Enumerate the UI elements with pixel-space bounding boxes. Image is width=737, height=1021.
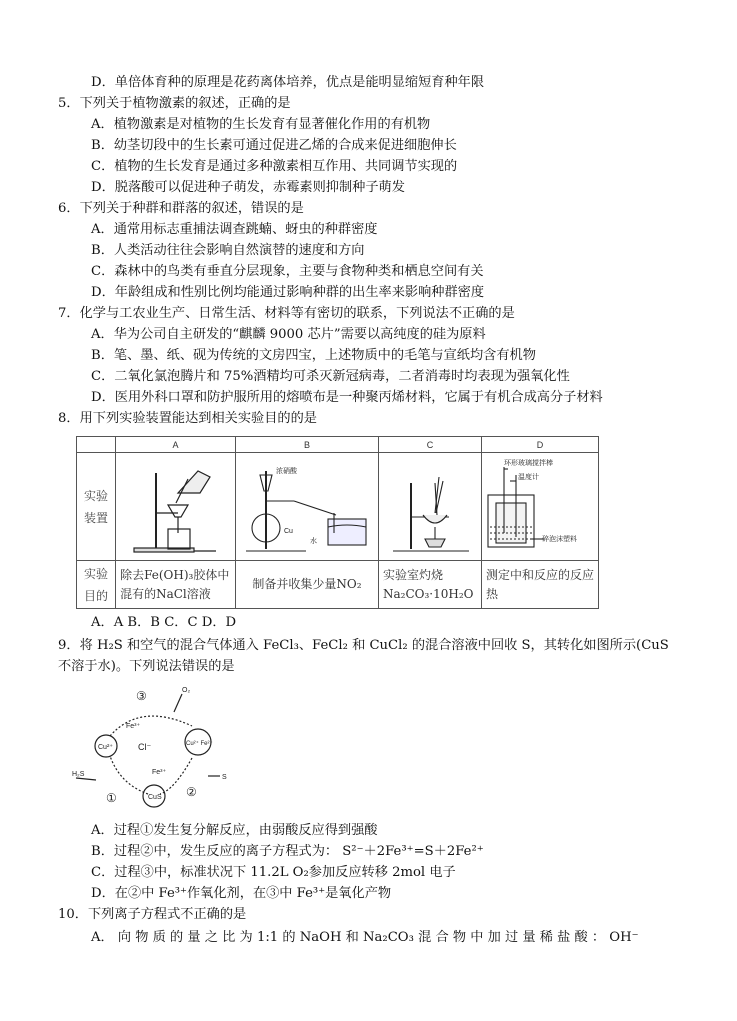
q7-option-d: D．医用外科口罩和防护服所用的熔喷布是一种聚丙烯材料，它属于有机合成高分子材料 — [91, 390, 603, 405]
q7-option-a: A．华为公司自主研发的“麒麟 9000 芯片”需要以高纯度的硅为原料 — [91, 327, 486, 342]
q5-option-d: D．脱落酸可以促进种子萌发，赤霉素则抑制种子萌发 — [91, 180, 405, 195]
s-label: S — [222, 774, 227, 781]
question-8: 8．用下列实验装置能达到相关实验目的的是 — [58, 411, 317, 426]
cu2-node: Cu²⁺ — [98, 744, 113, 751]
step-3-label: ③ — [136, 689, 147, 703]
purpose-a: 除去Fe(OH)₃胶体中混有的NaCl溶液 — [116, 561, 236, 609]
apparatus-d — [481, 453, 598, 561]
table-header-d: D — [481, 437, 598, 453]
conversion-cycle-diagram — [70, 684, 240, 810]
cl-label: Cl⁻ — [138, 742, 152, 752]
question-10: 10．下列离子方程式不正确的是 — [58, 907, 247, 922]
question-9-line-1: 9．将 H₂S 和空气的混合气体通入 FeCl₃、FeCl₂ 和 CuCl₂ 的混合溶液中回收 S，其转化如图所示(CuS — [58, 638, 669, 653]
q6-option-d: D．年龄组成和性别比例均能通过影响种群的出生率来影响种群密度 — [91, 285, 485, 300]
purpose-c: 实验室灼烧Na₂CO₃·10H₂O — [378, 561, 481, 609]
q5-option-b: B．幼茎切段中的生长素可通过促进乙烯的合成来促进细胞伸长 — [91, 138, 457, 153]
evaporating-apparatus-figure — [379, 453, 481, 557]
q8-options: A．A B．B C．C D．D — [91, 615, 237, 630]
label-cu: Cu — [283, 528, 293, 535]
cus-node: CuS — [148, 794, 162, 801]
row-label-apparatus: 实验装置 — [77, 453, 116, 561]
q9-option-c: C．过程③中，标准状况下 11.2L O₂参加反应转移 2mol 电子 — [91, 865, 456, 880]
q6-option-c: C．森林中的鸟类有垂直分层现象，主要与食物种类和栖息空间有关 — [91, 264, 484, 279]
right-node: Cu²⁺ Fe²⁺ — [186, 741, 213, 747]
filtration-apparatus-figure — [116, 453, 234, 557]
calorimeter-apparatus-figure — [482, 453, 598, 557]
q6-option-a: A．通常用标志重捕法调查跳蝻、蚜虫的种群密度 — [91, 222, 378, 237]
apparatus-a — [116, 453, 236, 561]
table-header-c: C — [378, 437, 481, 453]
apparatus-c — [378, 453, 481, 561]
fe3-bottom-label: Fe³⁺ — [152, 769, 167, 776]
step-2-label: ② — [186, 785, 197, 799]
label-water: 水 — [309, 538, 317, 545]
q9-option-d: D．在②中 Fe³⁺作氧化剂，在③中 Fe³⁺是氧化产物 — [91, 886, 392, 901]
h2s-label: H₂S — [72, 771, 85, 778]
no2-collection-apparatus-figure — [236, 453, 378, 557]
purpose-d: 测定中和反应的反应热 — [481, 561, 598, 609]
table-header-a: A — [116, 437, 236, 453]
row-label-purpose: 实验目的 — [77, 561, 116, 609]
q9-option-a: A．过程①发生复分解反应，由弱酸反应得到强酸 — [91, 823, 378, 838]
label-conc-nitric-acid: 浓硝酸 — [275, 468, 297, 475]
question-6: 6．下列关于种群和群落的叙述，错误的是 — [58, 201, 304, 216]
purpose-b: 制备并收集少量NO₂ — [235, 561, 378, 609]
table-header-b: B — [235, 437, 378, 453]
q10-option-a: A． 向 物 质 的 量 之 比 为 1:1 的 NaOH 和 Na₂CO₃ 混 合 物 中 加 过 量 稀 盐 酸 ： OH⁻ — [91, 930, 639, 945]
label-foam: 碎泡沫塑料 — [541, 536, 577, 543]
apparatus-b — [235, 453, 378, 561]
q4-option-d: D．单倍体育种的原理是花药离体培养，优点是能明显缩短育种年限 — [91, 75, 485, 90]
q6-option-b: B．人类活动往往会影响自然演替的速度和方向 — [91, 243, 365, 258]
label-stirrer: 环形玻璃搅拌棒 — [503, 460, 553, 467]
q5-option-a: A．植物激素是对植物的生长发育有显著催化作用的有机物 — [91, 117, 431, 132]
question-9-line-2: 不溶于水)。下列说法错误的是 — [58, 659, 235, 674]
question-7: 7．化学与工农业生产、日常生活、材料等有密切的联系，下列说法不正确的是 — [58, 306, 515, 321]
experiment-table — [76, 436, 599, 609]
question-5: 5．下列关于植物激素的叙述，正确的是 — [58, 96, 291, 111]
fe3-top-label: Fe³⁺ — [126, 723, 141, 730]
q7-option-c: C．二氧化氯泡腾片和 75%酒精均可杀灭新冠病毒，二者消毒时均表现为强氧化性 — [91, 369, 570, 384]
label-thermometer: 温度计 — [517, 474, 539, 481]
o2-label: O₂ — [182, 687, 191, 694]
q5-option-c: C．植物的生长发育是通过多种激素相互作用、共同调节实现的 — [91, 159, 458, 174]
step-1-label: ① — [106, 791, 117, 805]
q9-option-b: B．过程②中，发生反应的离子方程式为： S²⁻＋2Fe³⁺=S＋2Fe²⁺ — [91, 844, 484, 859]
q7-option-b: B．笔、墨、纸、砚为传统的文房四宝，上述物质中的毛笔与宣纸均含有机物 — [91, 348, 536, 363]
